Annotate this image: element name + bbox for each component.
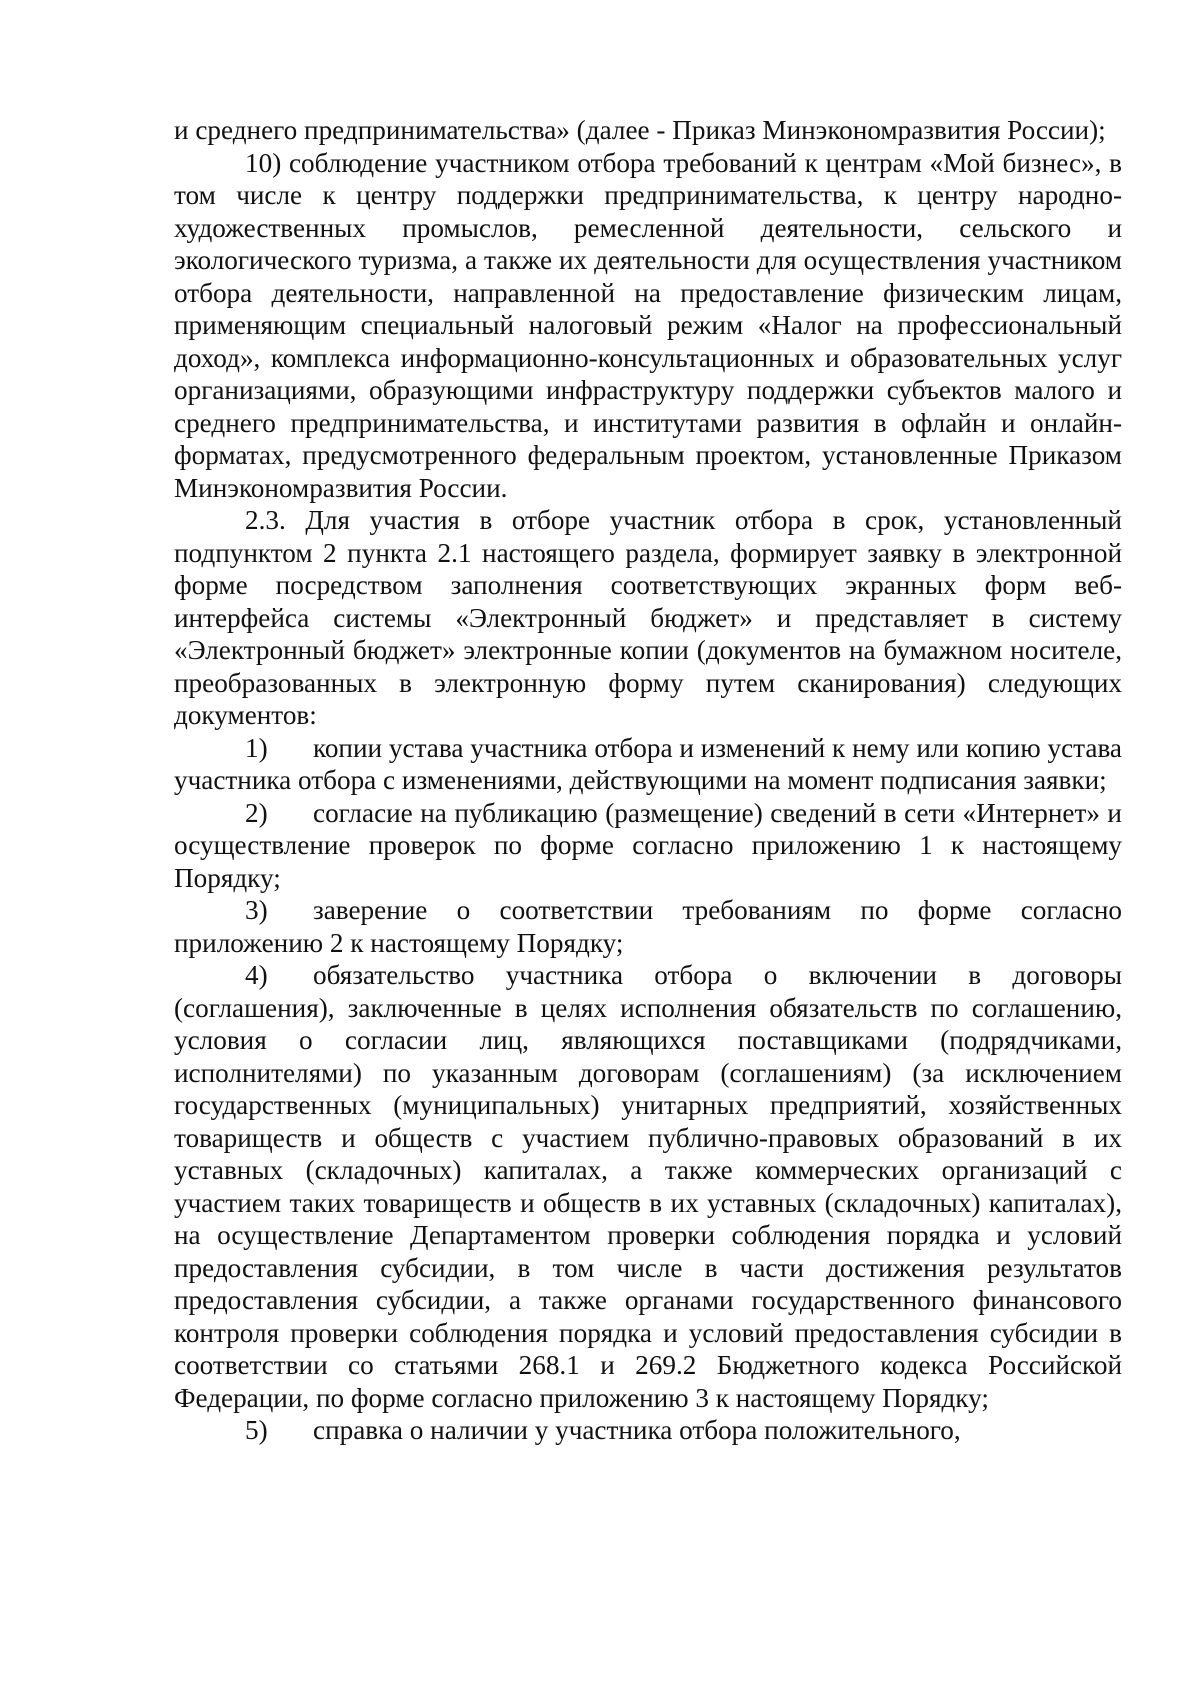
paragraph-continuation: и среднего предпринимательства» (далее - Приказ Минэкономразвития России); xyxy=(174,115,1106,145)
list-item-text: согласие на публикацию (размещение) сведений в сети «Интернет» и осуществление проверок по форме согласно приложению 1 к настоящему Порядку; xyxy=(174,797,1122,893)
list-item-2 xyxy=(174,797,1122,895)
list-item-text: справка о наличии у участника отбора положительного, xyxy=(313,1415,961,1445)
paragraph-item-10: 10) соблюдение участником отбора требований к центрам «Мой бизнес», в том числе к центру поддержки предпринимательства, к центру народно-художественных промыслов, ремесленной деятельности, сельского и экологического туризма, а также их деятельности для осуществления участником отбора деятельности, направленной на предоставление физическим лицам, применяющим специальный налоговый режим «Налог на профессиональный доход», комплекса информационно-консультационных и образовательных услуг организациями, образующими инфраструктуру поддержки субъектов малого и среднего предпринимательства, и институтами развития в офлайн и онлайн-форматах, предусмотренного федеральным проектом, установленные Приказом Минэкономразвития России. xyxy=(174,147,1122,503)
paragraph-2-3: 2.3. Для участия в отборе участник отбора в срок, установленный подпунктом 2 пункта 2.1 настоящего раздела, формирует заявку в электронной форме посредством заполнения соответствующих экранных форм веб-интерфейса системы «Электронный бюджет» и представляет в систему «Электронный бюджет» электронные копии (документов на бумажном носителе, преобразованных в электронную форму путем сканирования) следующих документов: xyxy=(174,505,1122,730)
list-item-text: заверение о соответствии требованиям по форме согласно приложению 2 к настоящему Порядку; xyxy=(174,895,1122,958)
list-item-text: обязательство участника отбора о включении в договоры (соглашения), заключенные в целях исполнения обязательств по соглашению, условия о согласии лиц, являющихся поставщиками (подрядчиками, исполнителями) по указанным договорам (соглашениям) (за исключением государственных (муниципальных) унитарных предприятий, хозяйственных товариществ и обществ с участием публично-правовых образований в их уставных (складочных) капиталах, а также коммерческих организаций с участием таких товариществ и обществ в их уставных (складочных) капиталах), на осуществление Департаментом проверки соблюдения порядка и условий предоставления субсидии, в том числе в части достижения результатов предоставления субсидии, а также органами государственного финансового контроля проверки соблюдения порядка и условий предоставления субсидии в соответствии со статьями 268.1 и 269.2 Бюджетного кодекса Российской Федерации, по форме согласно приложению 3 к настоящему Порядку; xyxy=(174,960,1122,1413)
list-item-3 xyxy=(174,894,1122,959)
list-item-number: 2) xyxy=(245,797,268,828)
list-item-4 xyxy=(174,959,1122,1414)
list-item-number: 3) xyxy=(245,895,268,925)
document-page xyxy=(174,114,1122,1447)
list-item-1 xyxy=(174,732,1122,797)
list-item-text: копии устава участника отбора и изменений к нему или копию устава участника отбора с изменениями, действующими на момент подписания заявки; xyxy=(174,732,1122,795)
list-item-number: 4) xyxy=(245,960,268,990)
list-item-number: 5) xyxy=(245,1415,268,1445)
list-item-number: 1) xyxy=(245,732,268,763)
list-item-5 xyxy=(174,1414,1122,1447)
